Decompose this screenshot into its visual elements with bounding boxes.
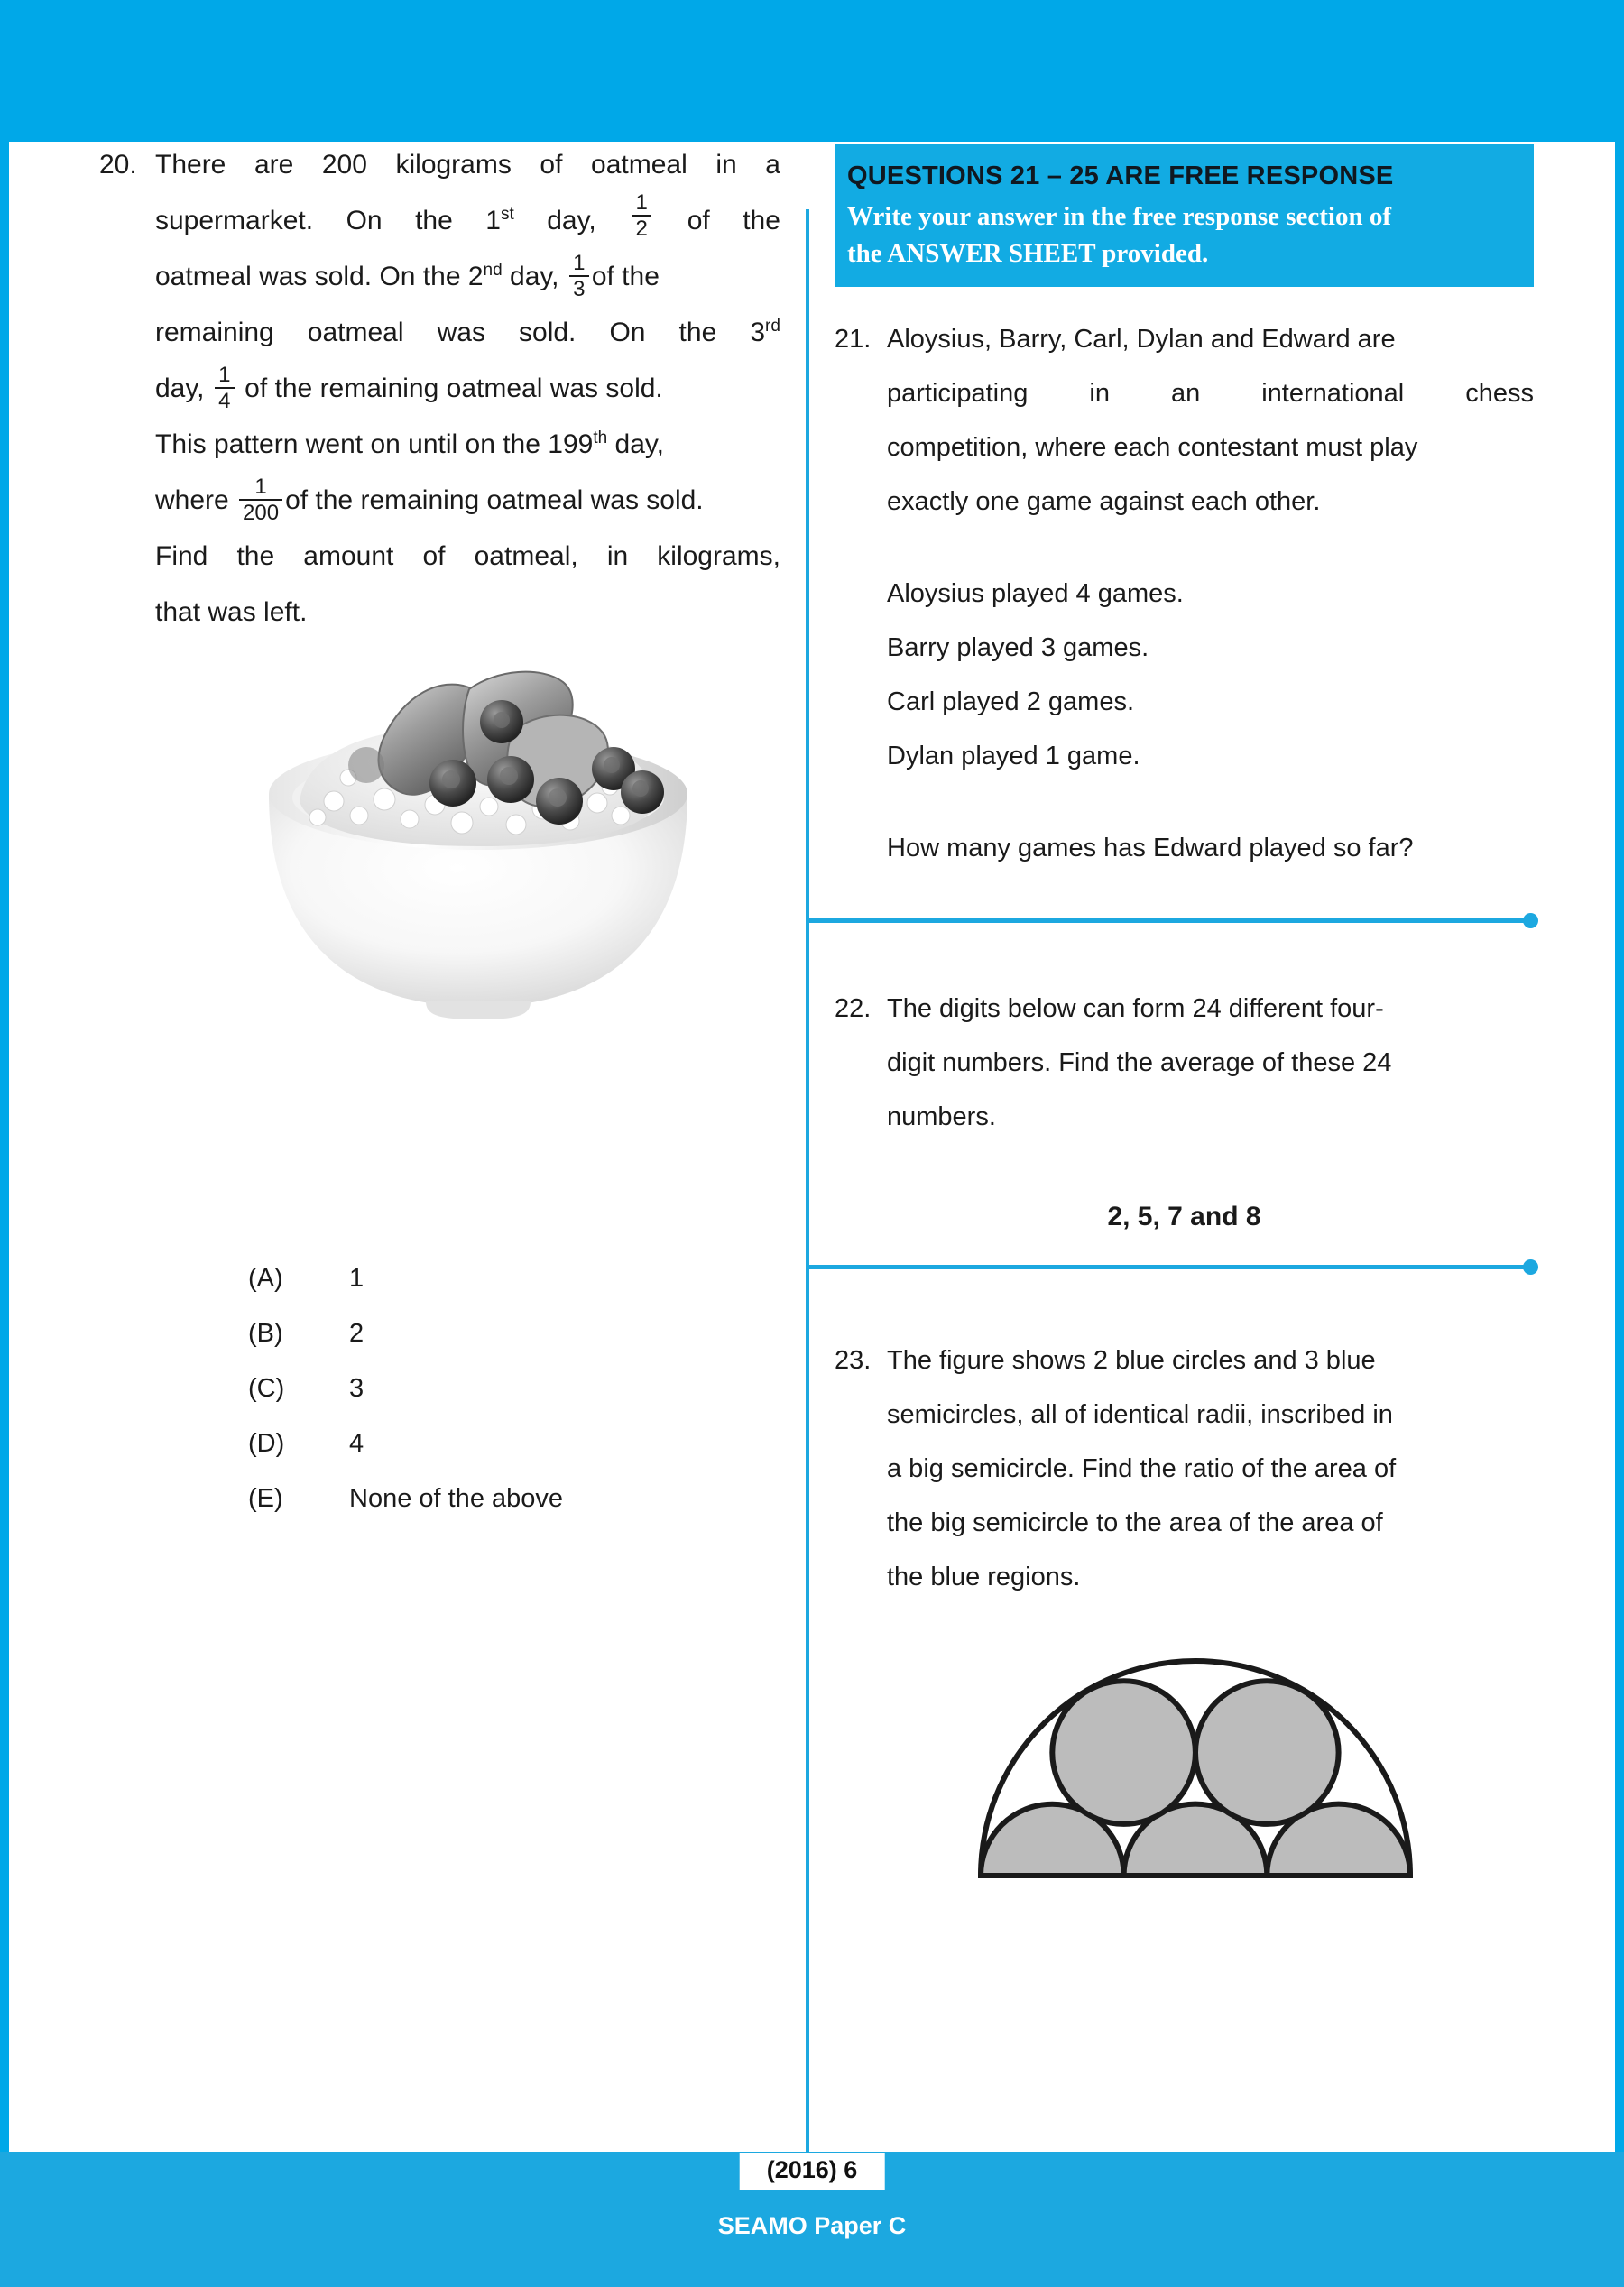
question-22-digits: 2, 5, 7 and 8 — [1107, 1202, 1261, 1231]
fraction-denominator: 4 — [218, 389, 231, 414]
word: day, — [547, 206, 596, 235]
question-20 — [99, 137, 780, 641]
option-e[interactable] — [248, 1471, 807, 1526]
separator-21-22 — [806, 918, 1534, 923]
free-response-heading: QUESTIONS 21 – 25 ARE FREE RESPONSE — [847, 161, 1394, 190]
fraction-numerator: 1 — [254, 474, 267, 499]
fraction-numerator: 1 — [635, 190, 648, 215]
word: the — [236, 541, 275, 571]
word: Find — [155, 541, 208, 571]
fact-aloysius: Aloysius played 4 games. — [887, 579, 1184, 608]
q20-line-7 — [155, 473, 780, 529]
word: oatmeal — [307, 318, 404, 347]
text-run: oatmeal was sold. On the 2 — [155, 262, 484, 291]
q23-line-5: the blue regions. — [887, 1563, 1081, 1591]
q23-line-2: semicircles, all of identical radii, inscribed in — [887, 1400, 1393, 1429]
question-22-text — [887, 982, 1534, 1144]
word: supermarket. — [155, 206, 314, 235]
fraction-one-half — [632, 191, 651, 247]
q20-line-9: that was left. — [155, 597, 308, 627]
option-e-label: (E) — [248, 1484, 283, 1513]
word: the — [743, 206, 780, 235]
option-c-label: (C) — [248, 1374, 285, 1403]
text-run: This pattern went on until on the 199 — [155, 429, 594, 459]
question-21-number: 21. — [835, 325, 872, 354]
q22-line-1: The digits below can form 24 different four- — [887, 994, 1384, 1023]
separator-end-dot — [1523, 913, 1538, 928]
word: 200 — [321, 150, 367, 180]
ordinal-suffix: st — [500, 205, 514, 224]
word: chess — [1465, 379, 1534, 408]
question-23 — [835, 1333, 1534, 1604]
fraction-denominator: 3 — [573, 277, 586, 302]
fraction-numerator: 1 — [218, 362, 231, 387]
option-a[interactable] — [248, 1251, 807, 1306]
option-c[interactable] — [248, 1361, 807, 1416]
word: kilograms, — [657, 541, 780, 571]
text-run: day, — [155, 373, 205, 403]
ordinal-suffix: th — [593, 429, 608, 447]
q20-line-1 — [155, 137, 780, 193]
question-21-facts — [887, 567, 1534, 783]
q23-line-1: The figure shows 2 blue circles and 3 blue — [887, 1346, 1376, 1375]
q23-line-3: a big semicircle. Find the ratio of the area of — [887, 1454, 1397, 1483]
word: participating — [887, 379, 1029, 408]
word: sold. — [519, 318, 577, 347]
word: a — [765, 150, 780, 180]
free-response-instruction-line-1: Write your answer in the free response section of — [847, 202, 1392, 231]
word: of — [422, 541, 446, 571]
word: amount — [303, 541, 394, 571]
fraction-one-third — [569, 252, 589, 300]
word: of — [687, 206, 710, 235]
word: remaining — [155, 318, 274, 347]
question-23-text — [887, 1333, 1534, 1604]
question-22-number: 22. — [835, 994, 872, 1023]
option-d-label: (D) — [248, 1429, 285, 1458]
oatmeal-bowl-image — [198, 642, 758, 1021]
question-21 — [835, 312, 1534, 875]
text-run: of the remaining oatmeal was sold. — [285, 485, 704, 515]
text-run: of the remaining oatmeal was sold. — [245, 373, 663, 403]
text-run: day, — [607, 429, 664, 459]
question-23-figure — [970, 1630, 1421, 1892]
word: in — [606, 541, 629, 571]
word: On — [346, 206, 383, 235]
question-20-options — [248, 1251, 807, 1526]
word: oatmeal — [591, 150, 687, 180]
text-run: day, — [502, 262, 559, 291]
q20-line-3 — [155, 249, 780, 305]
word: in — [715, 150, 737, 180]
fraction-denominator: 2 — [635, 217, 648, 242]
word: the — [415, 206, 453, 235]
option-c-text: 3 — [349, 1374, 364, 1403]
option-d-text: 4 — [349, 1429, 364, 1458]
word: kilograms — [395, 150, 512, 180]
ordinal-base: 3 — [750, 318, 766, 347]
free-response-notice — [835, 144, 1534, 287]
text-run: of the — [591, 262, 660, 291]
q21-line-2 — [887, 366, 1534, 420]
q20-line-6 — [155, 417, 780, 473]
fraction-one-two-hundredth — [239, 475, 282, 524]
fraction-one-quarter — [215, 364, 235, 412]
word: was — [437, 318, 485, 347]
free-response-instruction-line-2: the ANSWER SHEET provided. — [847, 239, 1209, 268]
fact-barry: Barry played 3 games. — [887, 633, 1149, 662]
page-marker: (2016) 6 — [740, 2153, 885, 2190]
word: in — [1089, 379, 1110, 408]
word: an — [1170, 379, 1201, 408]
q20-line-2 — [155, 190, 780, 249]
fact-carl: Carl played 2 games. — [887, 687, 1135, 716]
ordinal-1st — [485, 193, 513, 249]
fraction-numerator: 1 — [573, 250, 586, 275]
question-20-text — [155, 137, 780, 641]
q22-line-3: numbers. — [887, 1102, 996, 1131]
question-21-text — [887, 312, 1534, 875]
word: On — [609, 318, 646, 347]
q21-line-4: exactly one game against each other. — [887, 487, 1321, 516]
q20-line-8 — [155, 529, 780, 585]
left-column — [99, 137, 780, 1513]
fact-dylan: Dylan played 1 game. — [887, 742, 1140, 770]
fraction-denominator: 200 — [243, 501, 280, 526]
option-b-label: (B) — [248, 1319, 283, 1348]
text-run: where — [155, 485, 229, 515]
separator-22-23 — [806, 1265, 1534, 1269]
option-e-text: None of the above — [349, 1484, 564, 1513]
q20-line-4 — [155, 305, 780, 361]
question-20-number: 20. — [99, 150, 137, 180]
ordinal-3rd — [750, 305, 780, 361]
word: There — [155, 150, 226, 180]
option-b-text: 2 — [349, 1319, 364, 1348]
q21-line-3: competition, where each contestant must play — [887, 433, 1418, 462]
question-21-closing: How many games has Edward played so far? — [887, 834, 1414, 862]
ordinal-suffix: rd — [765, 317, 780, 336]
column-divider — [806, 209, 809, 2176]
ordinal-base: 1 — [485, 206, 501, 235]
word: international — [1261, 379, 1405, 408]
q21-line-1: Aloysius, Barry, Carl, Dylan and Edward are — [887, 325, 1396, 354]
ordinal-suffix: nd — [483, 261, 503, 280]
right-column — [835, 137, 1534, 1604]
separator-end-dot — [1523, 1259, 1538, 1275]
q22-line-2: digit numbers. Find the average of these 24 — [887, 1048, 1392, 1077]
word: the — [678, 318, 717, 347]
option-d[interactable] — [248, 1416, 807, 1471]
top-blue-band — [0, 0, 1624, 137]
q20-line-5 — [155, 361, 780, 417]
option-a-label: (A) — [248, 1264, 283, 1293]
word: oatmeal, — [474, 541, 578, 571]
option-a-text: 1 — [349, 1264, 364, 1293]
question-23-number: 23. — [835, 1346, 872, 1375]
paper-name: SEAMO Paper C — [717, 2212, 907, 2239]
word: are — [254, 150, 294, 180]
q23-line-4: the big semicircle to the area of the area of — [887, 1508, 1383, 1537]
word: of — [540, 150, 563, 180]
option-b[interactable] — [248, 1306, 807, 1361]
question-22 — [835, 982, 1534, 1144]
page-content — [0, 137, 1624, 2152]
